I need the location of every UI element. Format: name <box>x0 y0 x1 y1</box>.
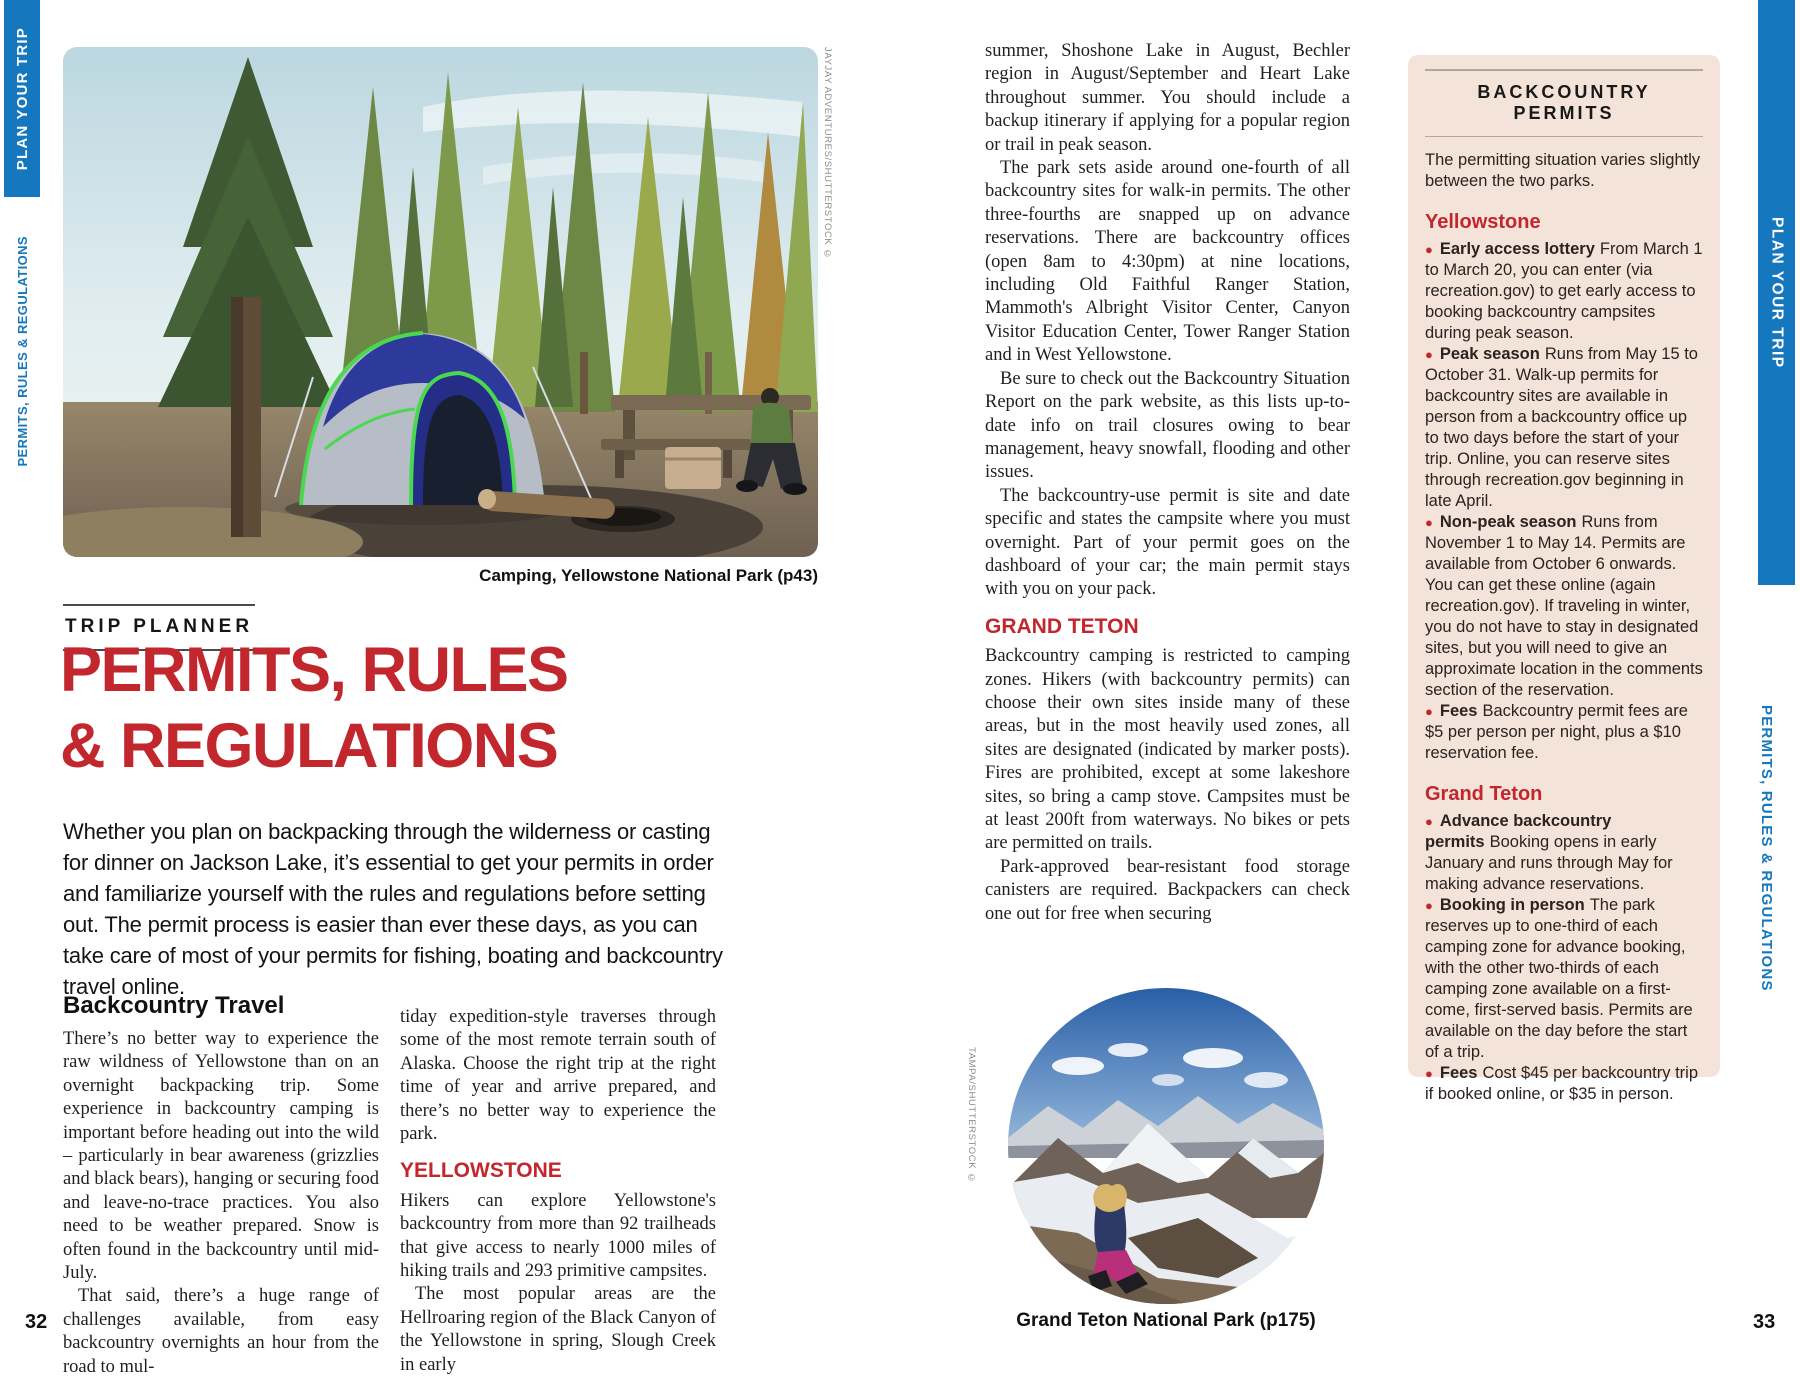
permit-item <box>1425 239 1703 344</box>
body-paragraph: Backcountry camping is restricted to camping zones. Hikers (with backcountry permits) can choose their own sites inside many of these areas, but in the most heavily used zones, all sites are designated (indicated by marker posts). Fires are prohibited, except at some lakeshore sites, so bring a camp stove. Campsites must be at least 200ft from waterways. No bikes or pets are permitted on trails. <box>985 646 1350 854</box>
permit-item-text: The park reserves up to one-third of each camping zone for advance booking, with the other two-thirds of each camping zone available on a first-come, first-served basis. Permits are available on the day before the start of a trip. <box>1425 896 1693 1061</box>
article-column-1 <box>63 1028 379 1379</box>
article-column-3 <box>985 40 1350 926</box>
permit-item <box>1425 811 1703 895</box>
permit-item-label: Peak season <box>1439 345 1540 363</box>
box-intro: The permitting situation varies slightly between the two parks. <box>1425 151 1701 190</box>
grand-teton-photo <box>1008 988 1324 1304</box>
page-title <box>60 632 568 784</box>
left-section-label: PLAN YOUR TRIP <box>13 26 31 171</box>
section-heading-backcountry-travel: Backcountry Travel <box>63 992 285 1019</box>
permit-item <box>1425 895 1703 1063</box>
body-paragraph: Hikers can explore Yellowstone's backcountry from more than 92 trailheads that give access to nearly 1000 miles of hiking trails and 293 primitive campsites. <box>400 1190 716 1282</box>
campsite-photo <box>63 47 818 557</box>
permit-item-label: Fees <box>1439 702 1478 720</box>
body-paragraph: That said, there’s a huge range of challenges available, from easy backcountry overnights an hour from the road to mul- <box>63 1286 379 1377</box>
bullet-icon: ● <box>1425 704 1433 719</box>
box-title: BACKCOUNTRY PERMITS <box>1477 81 1651 123</box>
permit-item-text: Runs from November 1 to May 14. Permits are available from October 6 onwards. You can get these online (again recreation.gov). If traveling in winter, you do not have to stay in designated sites, but you will need to give an approximate location in the comments section of the reservation. <box>1425 513 1703 699</box>
permit-item-text: Backcountry permit fees are $5 per person per night, plus a $10 reservation fee. <box>1425 702 1688 762</box>
backcountry-permits-box <box>1408 55 1720 1103</box>
box-rule-bottom <box>1425 136 1703 138</box>
permit-item <box>1425 1063 1703 1105</box>
right-section-label: PLAN YOUR TRIP <box>1768 216 1786 369</box>
permit-item-label: Early access lottery <box>1439 240 1595 258</box>
hero-caption: Camping, Yellowstone National Park (p43) <box>479 566 818 585</box>
permit-item-label: Advance backcountry permits <box>1425 812 1612 851</box>
permit-item-text: From March 1 to March 20, you can enter (via recreation.gov) to get early access to booking backcountry campsites during peak season. <box>1425 240 1703 342</box>
body-paragraph: summer, Shoshone Lake in August, Bechler region in August/September and Heart Lake throughout summer. You should include a backup itinerary if applying for a popular region or trail in peak season. <box>985 41 1350 155</box>
permit-item <box>1425 344 1703 512</box>
permit-item-label: Fees <box>1439 1064 1478 1082</box>
bullet-icon: ● <box>1425 814 1433 829</box>
body-paragraph: The most popular areas are the Hellroaring region of the Black Canyon of the Yellowstone in spring, Slough Creek in early <box>400 1284 716 1375</box>
body-paragraph: The park sets aside around one-fourth of all backcountry sites for walk-in permits. The other three-fourths are snapped up on advance reservations. There are backcountry offices (open 8am to 4:30pm) at nine locations, including Old Faithful Ranger Station, Mammoth's Albright Visitor Center, Canyon Visitor Education Center, Tower Ranger Station and in West Yellowstone. <box>985 158 1350 366</box>
left-chapter-label: PERMITS, RULES & REGULATIONS <box>14 235 30 467</box>
permit-item-label: Non-peak season <box>1439 513 1577 531</box>
page-number-left: 32 <box>25 1311 48 1333</box>
right-chapter-tab <box>1758 598 1795 1098</box>
right-chapter-label: PERMITS, RULES & REGULATIONS <box>1758 704 1775 992</box>
permit-item-text: Runs from May 15 to October 31. Walk-up permits for backcountry sites are available in person from a backcountry office up to two days before the start of your trip. Online, you can reserve sites through recreation.gov beginning in late April. <box>1425 345 1698 510</box>
permit-item-text: Booking opens in early January and runs through May for making advance reservations. <box>1425 833 1673 893</box>
subheading-yellowstone: YELLOWSTONE <box>400 1159 562 1183</box>
permit-item-text: Cost $45 per backcountry trip if booked online, or $35 in person. <box>1425 1064 1698 1103</box>
body-paragraph: There’s no better way to experience the raw wildness of Yellowstone than on an overnight backpacking trip. Some experience in backcountry camping is important before heading out into the wild – particularly in bear awareness (grizzlies and black bears), hanging or securing food and leave-no-trace practices. You also need to be weather prepared. Snow is often found in the backcountry until mid-July. <box>63 1029 379 1284</box>
bullet-icon: ● <box>1425 515 1433 530</box>
bullet-icon: ● <box>1425 242 1433 257</box>
right-section-tab <box>1758 0 1795 585</box>
hero-photo-credit: JAYJAY ADVENTURES/SHUTTERSTOCK © <box>822 47 833 261</box>
intro-paragraph: Whether you plan on backpacking through the wilderness or casting for dinner on Jackson Lake, it’s essential to get your permits in order and familiarize yourself with the rules and regulations before setting out. The permit process is easier than ever these days, as you can take care of most of your permits for fishing, boating and backcountry travel online. <box>63 819 723 999</box>
article-column-2 <box>400 1006 716 1377</box>
kicker-trip-planner: TRIP PLANNER <box>63 604 255 651</box>
campsite-photo-art <box>63 47 818 557</box>
circle-caption: Grand Teton National Park (p175) <box>1016 1310 1316 1331</box>
box-section-grand-teton: Grand Teton <box>1425 783 1543 805</box>
body-paragraph: tiday expedition-style traverses through some of the most remote terrain south of Alaska. Choose the right trip at the right time of year and arrive prepared, and there’s no better way to experience the park. <box>400 1007 716 1145</box>
bullet-icon: ● <box>1425 1066 1433 1081</box>
circle-photo-credit: TAMPA/SHUTTERSTOCK © <box>966 1047 977 1185</box>
left-section-tab <box>4 0 40 197</box>
body-paragraph: Park-approved bear-resistant food storage canisters are required. Backpackers can check one out for free when securing <box>985 856 1350 924</box>
page-number-right: 33 <box>1753 1311 1776 1333</box>
box-section-yellowstone: Yellowstone <box>1425 211 1541 233</box>
body-paragraph: The backcountry-use permit is site and date specific and states the campsite where you must overnight. Part of your permit goes on the dashboard of your car; the main permit stays with you on your pack. <box>985 485 1350 600</box>
left-chapter-tab <box>4 205 40 497</box>
bullet-icon: ● <box>1425 898 1433 913</box>
bullet-icon: ● <box>1425 347 1433 362</box>
subheading-grand-teton: GRAND TETON <box>985 614 1139 638</box>
body-paragraph: Be sure to check out the Backcountry Situation Report on the park website, as this lists up-to-date info on trail closures owing to bear management, heavy snowfall, flooding and other issues. <box>985 368 1350 483</box>
permit-item <box>1425 512 1703 701</box>
page-title-line2: & REGULATIONS <box>60 711 558 781</box>
cooler-box <box>665 447 721 489</box>
permit-item <box>1425 701 1703 764</box>
grand-teton-photo-art <box>1008 988 1324 1304</box>
page-title-line1: PERMITS, RULES <box>60 635 568 705</box>
permit-item-label: Booking in person <box>1439 896 1585 914</box>
